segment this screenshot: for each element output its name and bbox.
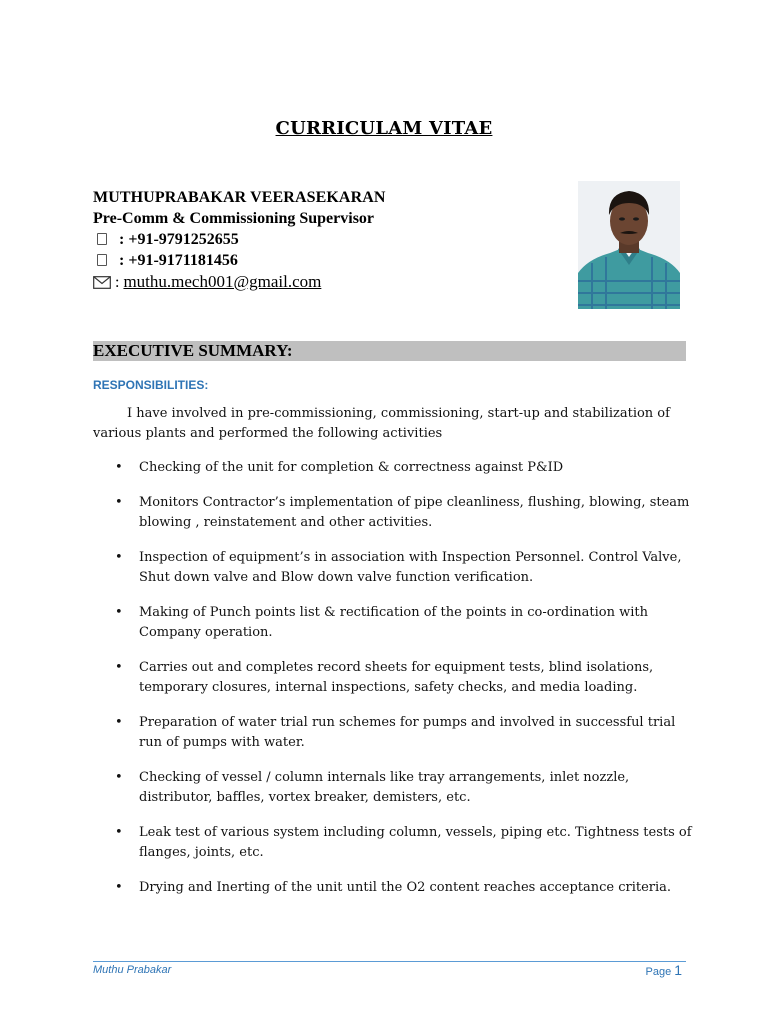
footer-page-number (646, 962, 683, 978)
phone-icon (97, 233, 107, 245)
bullet-icon: • (115, 770, 123, 785)
candidate-role: Pre-Comm & Commissioning Supervisor (93, 210, 375, 227)
phone-number-2: : +91-9171181456 (119, 252, 238, 269)
email-line (93, 271, 386, 292)
responsibilities-list (93, 458, 693, 913)
envelope-icon (93, 274, 111, 295)
bullet-icon: • (115, 825, 123, 840)
page-label: Page (645, 966, 672, 978)
footer-author: Muthu Prabakar (93, 964, 172, 976)
section-heading-text: EXECUTIVE SUMMARY: (93, 341, 293, 360)
list-item: • Checking of the unit for completion & correctness against P&ID (93, 458, 693, 478)
executive-summary-heading (93, 341, 686, 361)
list-item: • Inspection of equipment’s in association with Inspection Personnel. Control Valve, Shut down valve and Blow down valve function verification. (115, 550, 682, 585)
bullet-icon: • (115, 715, 123, 730)
list-item: • Checking of vessel / column internals like tray arrangements, inlet nozzle, distributor, baffles, vortex breaker, demisters, etc. (115, 770, 630, 805)
list-item: • Leak test of various system including column, vessels, piping etc. Tightness tests of flanges, joints, etc. (115, 825, 692, 860)
list-item: • Carries out and completes record sheets for equipment tests, blind isolations, temporary closures, internal inspections, safety checks, and media loading. (115, 660, 654, 695)
bullet-icon: • (115, 880, 123, 895)
bullet-icon: • (115, 495, 123, 510)
email-link[interactable]: muthu.mech001@gmail.com (123, 272, 322, 291)
profile-photo (578, 181, 680, 309)
candidate-name: MUTHUPRABAKAR VEERASEKARAN (93, 189, 386, 206)
document-title: CURRICULAM VITAE (275, 118, 493, 139)
phone-icon (97, 254, 107, 266)
bullet-icon: • (115, 605, 123, 620)
list-item: • Making of Punch points list & rectification of the points in co-ordination with Company operation. (115, 605, 649, 640)
list-item: • Drying and Inerting of the unit until the O2 content reaches acceptance criteria. (93, 878, 693, 898)
list-item: • Monitors Contractor’s implementation of pipe cleanliness, flushing, blowing, steam blowing , reinstatement and other activities. (115, 495, 690, 530)
bullet-icon: • (115, 460, 123, 475)
phone-line-2 (93, 250, 386, 271)
email-prefix: : (115, 274, 120, 291)
contact-block (93, 187, 386, 292)
list-item: • Preparation of water trial run schemes for pumps and involved in successful trial run of pumps with water. (115, 715, 676, 750)
bullet-icon: • (115, 550, 123, 565)
intro-text: I have involved in pre-commissioning, commissioning, start-up and stabilization of various plants and performed the following activities (93, 406, 670, 441)
footer-divider (93, 961, 686, 962)
page-number: 1 (674, 962, 682, 978)
intro-paragraph (93, 404, 688, 444)
phone-number-1: : +91-9791252655 (119, 231, 239, 248)
bullet-icon: • (115, 660, 123, 675)
phone-line-1 (93, 229, 386, 250)
responsibilities-subheading: RESPONSIBILITIES: (93, 378, 209, 392)
